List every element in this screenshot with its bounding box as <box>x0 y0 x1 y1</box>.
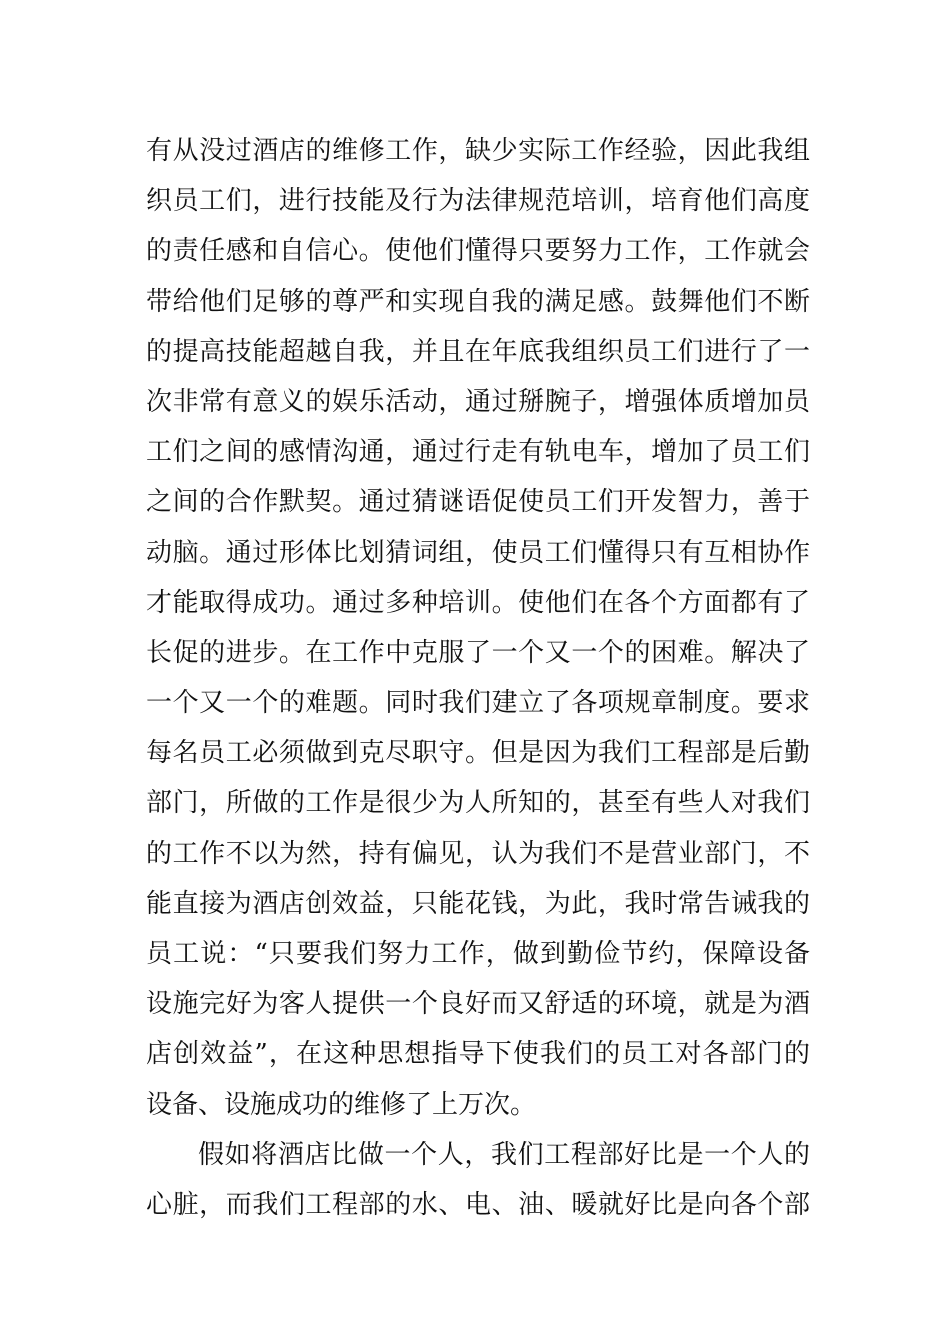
text-line: 员工说：“只要我们努力工作，做到勤俭节约，保障设备 <box>146 939 810 969</box>
paragraph-start-line: 假如将酒店比做一个人，我们工程部好比是一个人的 <box>198 1139 810 1170</box>
text-line: 之间的合作默契。通过猜谜语促使员工们开发智力，善于 <box>146 487 810 518</box>
text-line: 才能取得成功。通过多种培训。使他们在各个方面都有了 <box>146 587 810 618</box>
text-line: 一个又一个的难题。同时我们建立了各项规章制度。要求 <box>146 688 810 719</box>
body-text <box>146 126 810 1230</box>
text-line: 的责任感和自信心。使他们懂得只要努力工作，工作就会 <box>146 236 810 267</box>
text-line: 工们之间的感情沟通，通过行走有轨电车，增加了员工们 <box>146 437 810 468</box>
text-line: 长促的进步。在工作中克服了一个又一个的困难。解决了 <box>146 637 810 668</box>
text-line: 心脏，而我们工程部的水、电、油、暖就好比是向各个部 <box>146 1189 810 1220</box>
text-line: 的工作不以为然，持有偏见，认为我们不是营业部门，不 <box>146 838 810 869</box>
text-line: 设施完好为客人提供一个良好而又舒适的环境，就是为酒 <box>146 989 810 1020</box>
text-line: 织员工们，进行技能及行为法律规范培训，培育他们高度 <box>146 186 810 217</box>
text-line: 每名员工必须做到克尽职守。但是因为我们工程部是后勤 <box>146 738 810 769</box>
text-line: 能直接为酒店创效益，只能花钱，为此，我时常告诫我的 <box>146 888 810 919</box>
text-line: 动脑。通过形体比划猜词组，使员工们懂得只有互相协作 <box>146 537 810 568</box>
text-line: 带给他们足够的尊严和实现自我的满足感。鼓舞他们不断 <box>146 286 810 317</box>
text-line: 有从没过酒店的维修工作，缺少实际工作经验，因此我组 <box>146 136 810 166</box>
text-line: 部门，所做的工作是很少为人所知的，甚至有些人对我们 <box>146 788 810 819</box>
text-line: 店创效益”，在这种思想指导下使我们的员工对各部门的 <box>146 1039 810 1070</box>
text-line: 次非常有意义的娱乐活动，通过掰腕子，增强体质增加员 <box>146 386 810 417</box>
text-line: 的提高技能超越自我，并且在年底我组织员工们进行了一 <box>146 336 810 367</box>
paragraph-end-line: 设备、设施成功的维修了上万次。 <box>146 1089 537 1120</box>
